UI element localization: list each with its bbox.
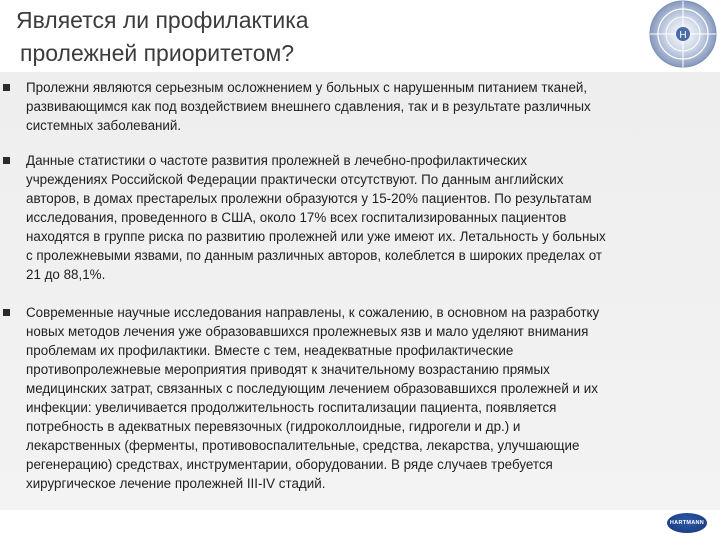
text-line: 21 до 88,1%. xyxy=(26,267,106,282)
hartmann-logo: HARTMANN xyxy=(667,513,707,533)
bullet-square-icon xyxy=(3,309,10,316)
emblem-letter: Н xyxy=(679,30,687,41)
round-emblem-icon xyxy=(646,0,718,68)
title-line-1: Является ли профилактика xyxy=(16,7,309,33)
text-line: лекарственных (ферменты, противовоспалительные, средства, лекарства, улучшающие xyxy=(26,438,580,453)
bullet-text xyxy=(26,303,718,493)
bullet-square-icon xyxy=(3,157,10,164)
text-line: потребность в адекватных перевязочных (гидроколлоидные, гидрогели и др.) и xyxy=(26,419,521,434)
text-line: учреждениях Российской Федерации практически отсутствуют. По данным английских xyxy=(26,172,564,187)
text-line: противопролежневые мероприятия приводят к значительному возрастанию прямых xyxy=(26,362,550,377)
text-line: хирургическое лечение пролежней III-IV стадий. xyxy=(26,476,326,491)
text-line: развивающимся как под воздействием внешнего сдавления, так и в результате различных xyxy=(26,99,591,114)
slide-title xyxy=(14,4,574,70)
text-line: новых методов лечения уже образовавшихся пролежневых язв и мало уделяют внимания xyxy=(26,324,589,339)
text-line: Пролежни являются серьезным осложнением у больных с нарушенным питанием тканей, xyxy=(26,80,588,95)
text-line: медицинских затрат, связанных с последующим лечением образовавшихся пролежней и их xyxy=(26,381,598,396)
text-line: Современные научные исследования направлены, к сожалению, в основном на разработку xyxy=(26,305,600,320)
text-line: проблемам их профилактики. Вместе с тем, неадекватные профилактические xyxy=(26,343,514,358)
text-line: авторов, в домах престарелых пролежни образуются у 15-20% пациентов. По результатам xyxy=(26,191,592,206)
text-line: системных заболеваний. xyxy=(26,118,182,133)
text-line: находятся в группе риска по развитию пролежней или уже имеют их. Летальность у больных xyxy=(26,229,606,244)
text-line: регенерацию) средствах, инструментарии, оборудовании. В ряде случаев требуется xyxy=(26,457,553,472)
text-line: инфекции: увеличивается продолжительность госпитализации пациента, появляется xyxy=(26,400,557,415)
content-panel xyxy=(0,72,720,510)
text-line: с пролежневыми язвами, по данным различных авторов, колеблется в широких пределах от xyxy=(26,248,602,263)
bullet-text xyxy=(26,151,718,284)
bullet-text xyxy=(26,78,718,135)
title-line-2: пролежней приоритетом? xyxy=(20,40,295,66)
text-line: Данные статистики о частоте развития пролежней в лечебно-профилактических xyxy=(26,153,528,168)
bullet-square-icon xyxy=(3,84,10,91)
text-line: исследования, проведенного в США, около 17% всех госпитализированных пациентов xyxy=(26,210,567,225)
